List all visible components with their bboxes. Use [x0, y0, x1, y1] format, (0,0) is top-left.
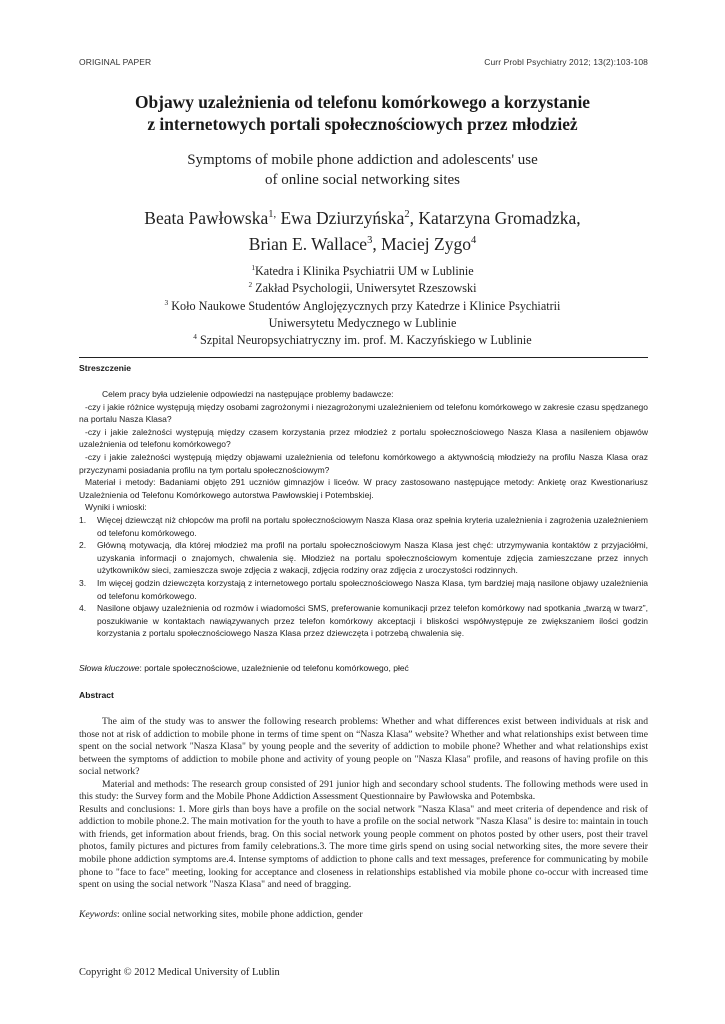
keywords-text: : online social networking sites, mobile phone addiction, gender [117, 909, 363, 920]
research-question: -czy i jakie różnice występują między osobami zagrożonymi i niezagrożonymi uzależnieniem od telefonu komórkowego w zakresie czasu spędzanego na portalu Nasza Klasa? [79, 401, 648, 425]
english-title [60, 150, 665, 190]
author-name: Ewa Dziurzyńska [280, 208, 405, 228]
research-question: -czy i jakie zależności występują między czasem korzystania przez młodzież z portalu społecznościowego Nasza Klasa a nasileniem objawów uzależnienia od telefonu komórkowego? [79, 426, 648, 450]
author-affiliation-mark: 3 [367, 235, 373, 247]
author-affiliation-mark: 1, [268, 209, 277, 221]
affiliation-item: Uniwersytetu Medycznego w Lublinie [268, 315, 457, 330]
list-item: 2. Główną motywacją, dla której młodzież ma profil na portalu społecznościowym Nasza Klasa jest chęć: utrzymywania kontaktów z przyjaciółmi, uzyskania informacji o znajomych, chwalenia się. Młodzież na portalu społecznościowym komentuje zdjęcia zamieszczane przez innych użytkowników sieci, zamieszcza swoje zdjęcia z wakacji, zdjęcia rodziny oraz zdjęcia z uroczystości rodzinnych. [79, 540, 648, 576]
keywords-text: : portale społecznościowe, uzależnienie od telefonu komórkowego, płeć [139, 663, 409, 673]
abstract-paragraph: The aim of the study was to answer the following research problems: Whether and what differences exist between individuals at risk and those not at risk of addiction to mobile phone in terms of time spent on “Nasza Klasa” website? Whether and what relationships exist between time spent on the social network "Nasza Klasa" by young people and the severity of addiction to mobile phone? Whether and what relationships exist between the symptoms of addiction to mobile phone and activity of young people on "Nasza Klasa" profile, and reasons of having profile on this social network? [79, 716, 648, 778]
polish-title-line-1: Objawy uzależnienia od telefonu komórkowego a korzystanie [134, 92, 591, 112]
author-line-2: Brian E. Wallace$^3$, Maciej Zygo$^4$ [248, 234, 477, 254]
affiliation-item: $^2$ Zakład Psychologii, Uniwersytet Rzeszowski [248, 280, 477, 296]
article-type-label: ORIGINAL PAPER [79, 57, 152, 67]
polish-title [60, 91, 665, 135]
english-title-line-1: Symptoms of mobile phone addiction and adolescents' use [187, 152, 538, 168]
affiliation-list [60, 263, 665, 349]
methods-paragraph: Materiał i metody: Badaniami objęto 291 uczniów gimnazjów i liceów. W pracy zastosowano następujące metody: Ankietę oraz Kwestionariusz Uzależnienia od Telefonu Komórkowego autorstwa Pawłowskiej i Potembskiej. [79, 477, 648, 500]
english-title-line-2: of online social networking sites [265, 172, 460, 188]
list-item: 3. Im więcej godzin dziewczęta korzystają z internetowego portalu społecznościowego Nasza Klasa, tym bardziej mają nasilone objawy uzależnienia od telefonu komórkowego. [79, 577, 648, 601]
english-keywords [79, 909, 648, 921]
affiliation-item: $^1$Katedra i Klinika Psychiatrii UM w Lublinie [251, 262, 474, 278]
author-list [40, 205, 685, 257]
results-heading: Wyniki i wnioski: [85, 502, 147, 513]
abstract-body [79, 716, 648, 892]
abstract-heading: Abstract [79, 690, 114, 700]
section-divider [79, 357, 648, 358]
polish-keywords [79, 662, 648, 674]
author-name: Brian E. Wallace [248, 234, 368, 254]
streszczenie-intro: Celem pracy była udzielenie odpowiedzi na następujące problemy badawcze: [102, 389, 394, 399]
affiliation-item: $^4$ Szpital Neuropsychiatryczny im. prof. M. Kaczyńskiego w Lublinie [193, 332, 532, 348]
author-name: Maciej Zygo [381, 234, 471, 254]
author-affiliation-mark: 4 [470, 235, 477, 247]
list-item: 1. Więcej dziewcząt niż chłopców ma profil na portalu społecznościowym Nasza Klasa oraz spełnia kryteria uzależnienia i zagrożenia uzależnieniem od telefonu komórkowego. [79, 514, 648, 538]
results-list [79, 514, 648, 640]
streszczenie-body [79, 388, 648, 640]
copyright-footer: Copyright © 2012 Medical University of Lublin [79, 967, 280, 978]
author-name: Beata Pawłowska [144, 208, 269, 228]
author-name: Katarzyna Gromadzka, [418, 208, 581, 228]
list-item: 4. Nasilone objawy uzależnienia od rozmów i wiadomości SMS, preferowanie komunikacji przez telefon komórkowy nad spotkania „twarzą w twarz”, poszukiwanie w kontaktach nawiązywanych przez telefon komórkowy akceptacji i bliskości współwystępuje ze zwiększaniem ilości godzin korzystania z portalu społecznościowego Nasza Klasa przez dziewczęta i potrzebą chwalenia się. [79, 603, 648, 639]
author-line-1: Beata Pawłowska$^{1,}$ Ewa Dziurzyńska$^2$, Katarzyna Gromadzka, [144, 208, 581, 228]
running-head [79, 57, 648, 67]
keywords-label: Keywords [79, 909, 118, 920]
keywords-label: Słowa kluczowe [79, 663, 140, 673]
research-question: -czy i jakie zależności występują między objawami uzależnienia od telefonu komórkowego a aktywnością młodzieży na profilu Nasza Klasa oraz przyczynami posiadania profilu na tym portalu społecznościowym? [79, 451, 648, 475]
abstract-paragraph: Results and conclusions: 1. More girls than boys have a profile on the social network "Nasza Klasa" and meet criteria of dependence and risk of addiction to mobile phone.2. The main motivation for the youth to have a profile on the social network "Nasza Klasa" is desire to: maintain in touch with friends, get information about friends, brag. On this social network young people comment on photos posted by other users, post their travel photos, family pictures and pictures from family celebrations.3. The more time girls spend on using social networking sites, the more severe their mobile phone addiction symptoms are.4. Intense symptoms of addiction to phone calls and text messages, preference for communicating by mobile phone to "face to face" meeting, looking for acceptance and closeness in relationships established via mobile phone co-occur with increased time spent on using the social network "Nasza Klasa" and need of bragging. [79, 803, 648, 891]
abstract-paragraph: Material and methods: The research group consisted of 291 junior high and secondary school students. The following methods were used in this study: the Survey form and the Mobile Phone Addiction Assessment Questionnaire by Pawłowska and Potembska. [79, 778, 648, 803]
streszczenie-heading: Streszczenie [79, 363, 132, 373]
polish-title-line-2: z internetowych portali społecznościowych przez młodzież [147, 114, 578, 134]
author-affiliation-mark: 2 [404, 209, 410, 221]
affiliation-item: $^3$ Koło Naukowe Studentów Anglojęzycznych przy Katedrze i Klinice Psychiatrii [164, 297, 561, 313]
journal-citation: Curr Probl Psychiatry 2012; 13(2):103-108 [484, 57, 648, 67]
